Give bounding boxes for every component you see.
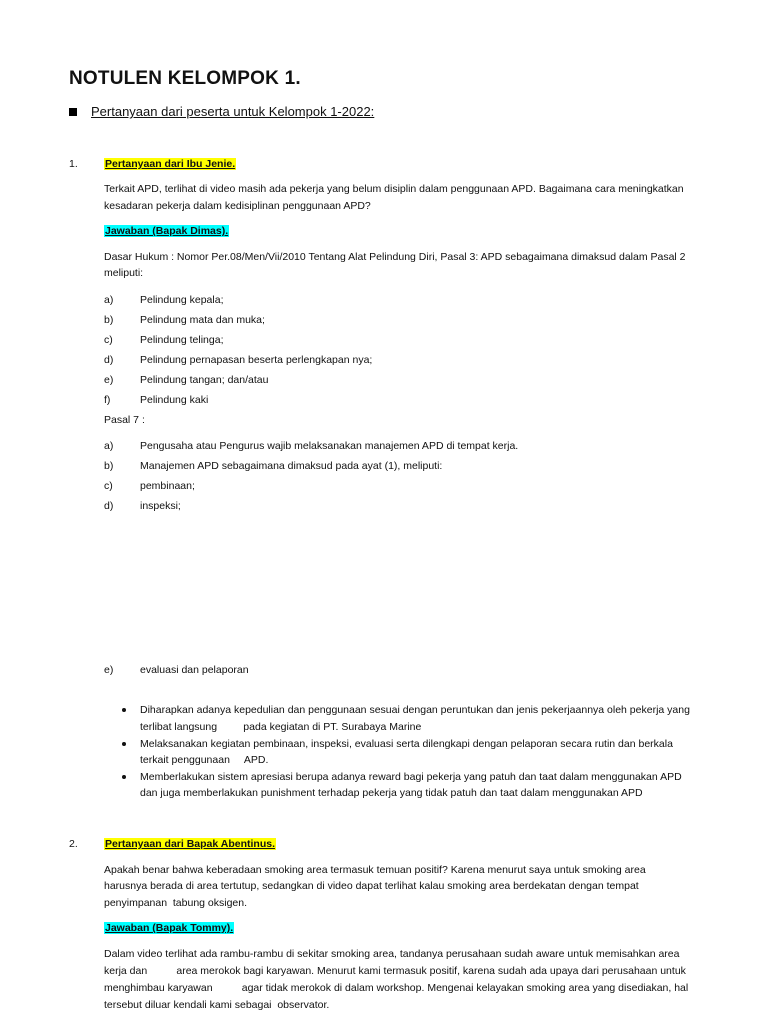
section-subheading: [69, 104, 374, 119]
question-2-text-line-1: Apakah benar bahwa keberadaan smoking area termasuk temuan positif? Karena menurut saya untuk smoking area: [104, 864, 646, 876]
pasal3-item-letter: a): [104, 294, 114, 306]
pasal7-item-text: pembinaan;: [140, 480, 195, 492]
answer-2-heading-text: Jawaban (Bapak Tommy).: [105, 922, 234, 934]
pasal3-item-letter: f): [104, 394, 111, 406]
legal-basis-line-1: Dasar Hukum : Nomor Per.08/Men/Vii/2010 Tentang Alat Pelindung Diri, Pasal 3: APD sebagaimana dimaksud dalam Pasal 2: [104, 251, 686, 263]
pasal7-item-text: Pengusaha atau Pengurus wajib melaksanakan manajemen APD di tempat kerja.: [140, 440, 519, 452]
pasal3-item-text: Pelindung pernapasan beserta perlengkapan nya;: [140, 354, 373, 366]
subheading-label: Pertanyaan dari peserta untuk Kelompok 1-2022:: [91, 104, 375, 119]
recommendation-line: terkait penggunaan APD.: [140, 754, 269, 766]
answer-1-heading-text: Jawaban (Bapak Dimas).: [105, 225, 229, 237]
question-1-text-line-2: kesadaran pekerja dalam kedisiplinan penggunaan APD?: [104, 200, 371, 212]
pasal7-item-letter: e): [104, 664, 114, 676]
question-2-number: 2.: [69, 838, 78, 850]
pasal3-item-text: Pelindung telinga;: [140, 334, 224, 346]
question-2-text-line-3: penyimpanan tabung oksigen.: [104, 897, 248, 909]
page-title: NOTULEN KELOMPOK 1.: [69, 68, 301, 89]
pasal3-item-letter: c): [104, 334, 113, 346]
bullet-dot-icon: [122, 742, 126, 746]
question-2-heading: [104, 836, 276, 852]
pasal3-item-letter: b): [104, 314, 114, 326]
question-1-heading: [104, 156, 236, 172]
pasal3-item-letter: e): [104, 374, 114, 386]
answer-2-heading: [104, 920, 234, 936]
recommendation-line: Diharapkan adanya kepedulian dan penggunaan sesuai dengan peruntukan dan jenis pekerjaannya oleh pekerja yang: [140, 704, 690, 716]
answer-2-text-line-3: menghimbau karyawan agar tidak merokok di dalam workshop. Mengenai kelayakan smoking area yang disediakan, hal: [104, 982, 689, 994]
pasal7-item-text: Manajemen APD sebagaimana dimaksud pada ayat (1), meliputi:: [140, 460, 443, 472]
square-bullet-icon: [69, 108, 77, 116]
pasal7-label: Pasal 7 :: [104, 414, 145, 426]
pasal7-item-letter: d): [104, 500, 114, 512]
question-1-number: 1.: [69, 158, 78, 170]
question-2-heading-text: Pertanyaan dari Bapak Abentinus.: [105, 838, 275, 850]
pasal3-item-text: Pelindung kaki: [140, 394, 209, 406]
pasal7-item-letter: b): [104, 460, 114, 472]
recommendation-line: terlibat langsung pada kegiatan di PT. Surabaya Marine: [140, 721, 422, 733]
pasal3-item-text: Pelindung mata dan muka;: [140, 314, 265, 326]
question-1-heading-text: Pertanyaan dari Ibu Jenie.: [105, 158, 236, 170]
pasal7-item-letter: c): [104, 480, 113, 492]
bullet-dot-icon: [122, 708, 126, 712]
recommendation-line: Melaksanakan kegiatan pembinaan, inspeksi, evaluasi serta dilengkapi dengan pelaporan secara rutin dan berkala: [140, 738, 673, 750]
pasal3-item-letter: d): [104, 354, 114, 366]
legal-basis-line-2: meliputi:: [104, 267, 144, 279]
answer-2-text-line-1: Dalam video terlihat ada rambu-rambu di sekitar smoking area, tandanya perusahaan sudah aware untuk memisahkan area: [104, 948, 680, 960]
bullet-dot-icon: [122, 775, 126, 779]
answer-2-text-line-4: tersebut diluar kendali kami sebagai observator.: [104, 999, 330, 1011]
pasal7-item-text: evaluasi dan pelaporan: [140, 664, 249, 676]
question-1-text-line-1: Terkait APD, terlihat di video masih ada pekerja yang belum disiplin dalam penggunaan APD. Bagaimana cara meningkatkan: [104, 183, 684, 195]
recommendation-line: dan juga memberlakukan punishment terhadap pekerja yang tidak patuh dan taat dalam menggunakan APD: [140, 787, 643, 799]
pasal3-item-text: Pelindung tangan; dan/atau: [140, 374, 269, 386]
answer-1-heading: [104, 223, 229, 239]
pasal3-item-text: Pelindung kepala;: [140, 294, 224, 306]
pasal7-item-letter: a): [104, 440, 114, 452]
recommendation-line: Memberlakukan sistem apresiasi berupa adanya reward bagi pekerja yang patuh dan taat dalam menggunakan APD: [140, 771, 682, 783]
question-2-text-line-2: harusnya berada di area tertutup, sedangkan di video dapat terlihat kalau smoking area berdekatan dengan tempat: [104, 880, 639, 892]
pasal7-item-text: inspeksi;: [140, 500, 181, 512]
answer-2-text-line-2: kerja dan area merokok bagi karyawan. Menurut kami termasuk positif, karena sudah ada upaya dari perusahaan untuk: [104, 965, 686, 977]
